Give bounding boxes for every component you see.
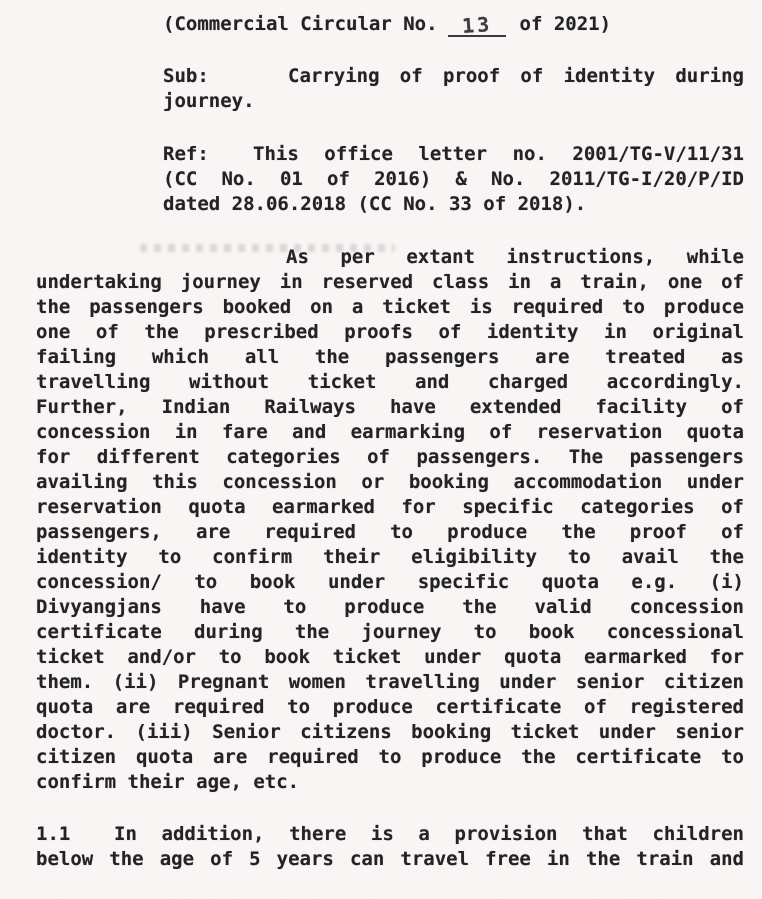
subject-first-line — [163, 64, 744, 89]
handwritten-circular-number: 13 — [460, 11, 493, 39]
text-line: for different categories of passengers. The passengers — [36, 446, 744, 468]
circular-number-line — [163, 12, 744, 37]
clause-first-line — [36, 822, 744, 847]
text-line: doctor. (iii) Senior citizens booking ticket under senior — [36, 721, 744, 743]
text-line: confirm their age, etc. — [36, 771, 300, 793]
text-line: them. (ii) Pregnant women travelling under senior citizen — [36, 671, 744, 693]
document-content — [36, 12, 744, 872]
circular-suffix-text: of 2021) — [519, 13, 612, 35]
text-line: identity to confirm their eligibility to avail the — [36, 546, 744, 568]
reference-last-line: dated 28.06.2018 (CC No. 33 of 2018). — [163, 193, 587, 215]
circular-number-underline — [448, 12, 506, 37]
main-paragraph — [36, 245, 744, 795]
subject-block — [163, 64, 744, 114]
reference-middle-line: (CC No. 01 of 2016) & No. 2011/TG-I/20/P/ID — [163, 168, 744, 190]
text-line: undertaking journey in reserved class in a train, one of — [36, 271, 744, 293]
reference-label: Ref: — [163, 143, 209, 165]
subject-label: Sub: — [163, 65, 209, 87]
text-line: citizen quota are required to produce the certificate to — [36, 746, 744, 768]
text-line: quota are required to produce certificate of registered — [36, 696, 744, 718]
text-line: availing this concession or booking accommodation under — [36, 471, 744, 493]
text-line: certificate during the journey to book concessional — [36, 621, 744, 643]
clause-number: 1.1 — [36, 823, 71, 845]
reference-block — [163, 142, 744, 217]
text-line: passengers, are required to produce the proof of — [36, 521, 744, 543]
text-line: one of the prescribed proofs of identity in original — [36, 321, 744, 343]
text-line: Further, Indian Railways have extended facility of — [36, 396, 744, 418]
circular-prefix-text: (Commercial Circular No. — [163, 13, 438, 35]
text-line: reservation quota earmarked for specific categories of — [36, 496, 744, 518]
text-line: As per extant instructions, while — [286, 246, 744, 268]
text-line: ticket and/or to book ticket under quota earmarked for — [36, 646, 744, 668]
text-line: concession in fare and earmarking of reservation quota — [36, 421, 744, 443]
text-line: the passengers booked on a ticket is required to produce — [36, 296, 744, 318]
subject-wrap-line: journey. — [163, 90, 255, 112]
subject-text: Carrying of proof of identity during — [288, 65, 744, 87]
text-line: concession/ to book under specific quota e.g. (i) — [36, 571, 744, 593]
reference-text: This office letter no. 2001/TG-V/11/31 — [253, 143, 744, 165]
text-line: failing which all the passengers are treated as — [36, 346, 744, 368]
text-line: Divyangjans have to produce the valid concession — [36, 596, 744, 618]
text-line: travelling without ticket and charged accordingly. — [36, 371, 744, 393]
clause-first-line-text: In addition, there is a provision that children — [114, 823, 744, 845]
clause-continuation — [36, 847, 744, 872]
reference-first-line — [163, 142, 744, 167]
clause-1-1 — [36, 822, 744, 872]
text-line: below the age of 5 years can travel free in the train and — [36, 848, 744, 870]
